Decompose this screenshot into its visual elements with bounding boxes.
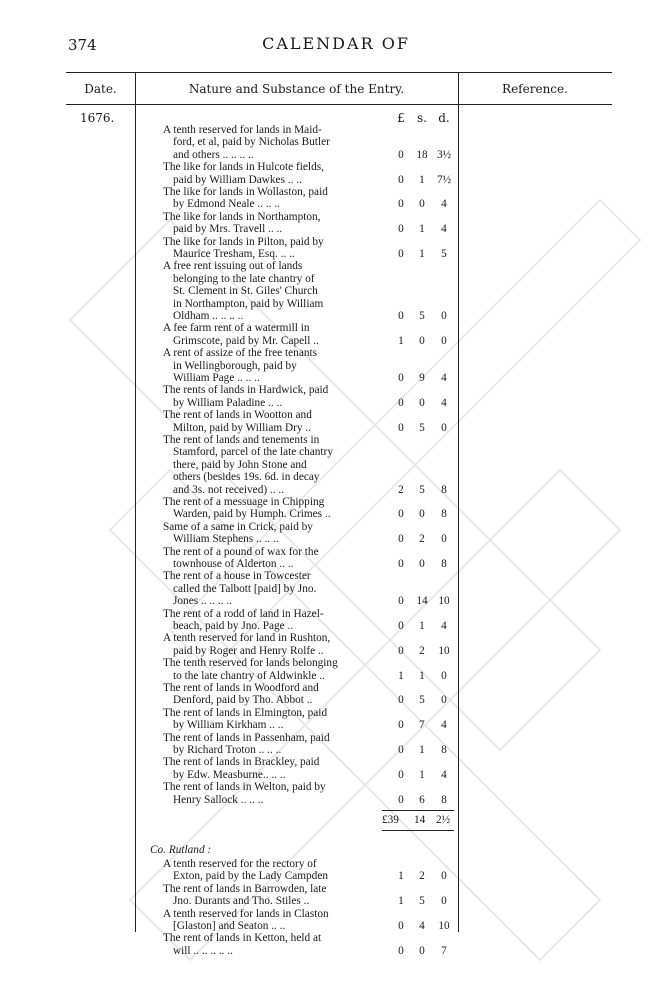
amount-shillings: 5: [419, 895, 425, 908]
rutland-entry: [163, 932, 381, 957]
amount-pence: 7½: [436, 173, 452, 186]
amount-pence: 5: [441, 248, 447, 260]
amount-shillings: 1: [419, 173, 425, 186]
amount-pounds: 0: [398, 744, 404, 756]
amount-pence: 10: [438, 920, 450, 932]
entry-line: paid by William Dawkes .. ..: [173, 173, 302, 186]
amount-pence: 8: [441, 558, 447, 570]
rutland-entry: [163, 883, 381, 908]
amount-shillings: 0: [419, 198, 425, 211]
entry-line: will .. .. .. .. ..: [173, 944, 233, 957]
entry-line: townhouse of Alderton .. ..: [173, 558, 294, 570]
amount-pence: 4: [441, 372, 447, 384]
amount-pence: 4: [441, 719, 447, 732]
northants-entry: [163, 322, 381, 347]
entry-line: The like for lands in Northampton,: [163, 210, 321, 223]
northants-entry: [163, 236, 381, 261]
amount-pence: 7: [441, 944, 447, 957]
amount-pence: 4: [441, 396, 447, 409]
northants-entry: [163, 384, 381, 409]
entry-line: there, paid by John Stone and: [173, 458, 307, 471]
amount-shillings: 9: [419, 372, 425, 384]
northants-entry: [163, 260, 381, 322]
amount-shillings: 6: [419, 793, 425, 806]
northants-entry: [163, 186, 381, 211]
northants-entry: [163, 521, 381, 546]
entry-line: Exton, paid by the Lady Campden: [173, 870, 328, 883]
northants-entry: [163, 756, 381, 781]
entry-line: Same of a same in Crick, paid by: [163, 520, 313, 533]
amount-shillings: 2: [419, 644, 425, 657]
entry-line: A rent of assize of the free tenants: [163, 347, 318, 360]
entry-line: The rent of lands in Welton, paid by: [163, 781, 326, 794]
amount-pounds: 0: [398, 944, 404, 957]
amount-pence: 3½: [436, 148, 452, 161]
date-column-divider: [135, 72, 136, 932]
entry-line: and others .. .. .. ..: [173, 148, 254, 161]
entry-line: by William Kirkham .. ..: [173, 719, 284, 732]
amount-shillings: 5: [419, 694, 425, 707]
amount-shillings: 18: [416, 148, 428, 161]
entry-line: by Edmond Neale .. .. ..: [173, 198, 280, 211]
amount-shillings: 1: [419, 768, 425, 781]
amount-shillings: 0: [419, 508, 425, 521]
amount-pence: 8: [441, 508, 447, 521]
amount-pence: 4: [441, 198, 447, 211]
entry-line: [Glaston] and Seaton .. ..: [173, 920, 286, 932]
entry-line: Stamford, parcel of the late chantry: [173, 446, 333, 459]
total-bottom-rule: [382, 830, 454, 831]
amount-pence: 10: [438, 595, 450, 608]
amount-shillings: 0: [419, 334, 425, 347]
amount-pounds: 0: [398, 198, 404, 211]
entry-line: The rent of lands and tenements in: [163, 434, 320, 446]
total-pence: 2½: [436, 814, 451, 826]
northants-entry: [163, 781, 381, 806]
northants-entry: [163, 211, 381, 236]
northants-entry: [163, 347, 381, 384]
entry-line: The rents of lands in Hardwick, paid: [163, 384, 329, 397]
entry-line: and 3s. not received) .. ..: [173, 483, 285, 496]
amount-pounds: 1: [398, 895, 404, 908]
amount-shillings: 1: [419, 248, 425, 260]
amount-pounds: 0: [398, 421, 404, 434]
amount-pounds: 0: [398, 248, 404, 260]
entry-line: The rent of lands in Ketton, held at: [163, 932, 322, 945]
entry-line: Oldham .. .. .. ..: [173, 310, 244, 323]
northants-entry: [163, 657, 381, 682]
amount-pounds: 1: [398, 870, 404, 883]
amount-pounds: 0: [398, 644, 404, 657]
amount-shillings: 5: [419, 483, 425, 496]
entry-year: 1676.: [80, 111, 115, 125]
entry-line: in Wellingborough, paid by: [173, 359, 297, 372]
northants-entry: [163, 682, 381, 707]
amount-pounds: 2: [398, 483, 404, 496]
pence-head: d.: [438, 111, 450, 125]
amount-shillings: 1: [419, 669, 425, 682]
entry-line: A tenth reserved for the rectory of: [163, 858, 317, 870]
entry-line: ford, et al, paid by Nicholas Butler: [173, 136, 330, 149]
northants-entry: [163, 732, 381, 757]
entry-line: by Edw. Measburne.. .. ..: [173, 768, 286, 781]
amount-pence: 0: [441, 533, 447, 546]
amount-pounds: 0: [398, 310, 404, 322]
amount-pence: 4: [441, 223, 447, 236]
entry-line: A tenth reserved for lands in Claston: [163, 907, 329, 920]
entry-line: A tenth reserved for land in Rushton,: [163, 632, 331, 645]
total-shillings: 14: [414, 814, 426, 826]
entry-line: The rent of lands in Brackley, paid: [163, 756, 320, 769]
entry-line: called the Talbott [paid] by Jno.: [173, 582, 317, 595]
entry-line: William Stephens .. .. ..: [173, 533, 279, 546]
entry-line: The tenth reserved for lands belonging: [163, 657, 338, 670]
page-number: 374: [68, 36, 97, 54]
northants-entry: [163, 409, 381, 434]
amount-pence: 0: [441, 669, 447, 682]
entry-line: by William Paladine .. ..: [173, 396, 283, 409]
amount-pence: 0: [441, 870, 447, 883]
shillings-head: s.: [417, 111, 427, 125]
amount-shillings: 7: [419, 719, 425, 732]
northants-entry: [163, 546, 381, 571]
total-pounds: £39: [382, 814, 399, 826]
entry-line: The like for lands in Pilton, paid by: [163, 235, 324, 248]
entry-line: The rent of lands in Wootton and: [163, 409, 312, 422]
amount-shillings: 14: [416, 595, 428, 608]
table-top-rule: [66, 72, 612, 73]
amount-pounds: 0: [398, 793, 404, 806]
amount-pounds: 0: [398, 920, 404, 932]
amount-pence: 4: [441, 768, 447, 781]
entry-line: The rent of a pound of wax for the: [163, 545, 319, 558]
amount-pounds: 0: [398, 595, 404, 608]
northants-entry: [163, 496, 381, 521]
northants-entry: [163, 434, 381, 496]
entry-line: A free rent issuing out of lands: [163, 260, 303, 273]
entry-line: A fee farm rent of a watermill in: [163, 322, 310, 335]
amount-pounds: 0: [398, 223, 404, 236]
amount-pence: 0: [441, 694, 447, 707]
amount-pounds: 0: [398, 508, 404, 521]
northants-entry: [163, 632, 381, 657]
amount-pounds: 1: [398, 669, 404, 682]
entry-line: Grimscote, paid by Mr. Capell ..: [173, 334, 319, 347]
entry-line: beach, paid by Jno. Page ..: [173, 620, 294, 632]
entry-line: Jno. Durants and Tho. Stiles ..: [173, 895, 310, 908]
entry-line: paid by Mrs. Travell .. ..: [173, 223, 283, 236]
amount-pence: 0: [441, 421, 447, 434]
reference-column-divider: [458, 72, 459, 932]
amount-shillings: 0: [419, 558, 425, 570]
amount-pounds: 0: [398, 768, 404, 781]
entry-line: The rent of lands in Woodford and: [163, 682, 319, 694]
northants-entry: [163, 608, 381, 633]
amount-pence: 8: [441, 744, 447, 756]
amount-pounds: 1: [398, 334, 404, 347]
amount-pounds: 0: [398, 173, 404, 186]
entry-line: The rent of a messuage in Chipping: [163, 496, 325, 508]
entry-line: The like for lands in Wollaston, paid: [163, 186, 328, 198]
entry-line: paid by Roger and Henry Rolfe ..: [173, 644, 324, 657]
column-header-nature: Nature and Substance of the Entry.: [188, 82, 405, 96]
entry-line: in Northampton, paid by William: [173, 297, 324, 310]
rutland-entry: [163, 858, 381, 883]
amount-shillings: 2: [419, 870, 425, 883]
entry-line: The rent of lands in Elmington, paid: [163, 706, 328, 719]
table-header-rule: [66, 104, 612, 105]
northants-entry: [163, 124, 381, 161]
amount-pounds: 0: [398, 533, 404, 546]
amount-pounds: 0: [398, 558, 404, 570]
entry-line: Warden, paid by Humph. Crimes ..: [173, 508, 331, 521]
entry-line: Henry Sallock .. .. ..: [173, 793, 264, 806]
amount-pence: 8: [441, 793, 447, 806]
entry-line: The rent of lands in Passenham, paid: [163, 731, 330, 744]
amount-shillings: 5: [419, 310, 425, 322]
amount-pounds: 0: [398, 148, 404, 161]
amount-shillings: 0: [419, 944, 425, 957]
amount-pence: 4: [441, 620, 447, 632]
county-heading: Co. Rutland :: [150, 844, 212, 856]
entry-line: William Page .. .. ..: [173, 372, 260, 384]
page-title: CALENDAR OF: [262, 34, 410, 53]
amount-pounds: 0: [398, 719, 404, 732]
amount-shillings: 4: [419, 920, 425, 932]
entry-line: St. Clement in St. Giles' Church: [173, 285, 318, 298]
entry-line: by Richard Troton .. .. ..: [173, 744, 282, 756]
entry-line: to the late chantry of Aldwinkle ..: [173, 669, 325, 682]
amount-shillings: 1: [419, 620, 425, 632]
northants-entry: [163, 161, 381, 186]
amount-pence: 0: [441, 334, 447, 347]
amount-pounds: 0: [398, 372, 404, 384]
northants-entry: [163, 570, 381, 607]
entry-line: The rent of a rodd of land in Hazel-: [163, 607, 324, 620]
entry-line: Jones .. .. .. ..: [173, 595, 232, 608]
entry-line: The rent of lands in Barrowden, late: [163, 882, 327, 895]
rutland-entry: [163, 908, 381, 933]
amount-pence: 8: [441, 483, 447, 496]
entry-line: belonging to the late chantry of: [173, 272, 315, 285]
entry-line: The like for lands in Hulcote fields,: [163, 161, 324, 174]
entry-line: Denford, paid by Tho. Abbot ..: [173, 694, 313, 707]
amount-pence: 0: [441, 895, 447, 908]
column-header-reference: Reference.: [502, 82, 568, 96]
amount-pounds: 0: [398, 620, 404, 632]
amount-shillings: 5: [419, 421, 425, 434]
entry-line: Maurice Tresham, Esq. .. ..: [173, 248, 295, 260]
amount-shillings: 2: [419, 533, 425, 546]
entry-line: The rent of a house in Towcester: [163, 570, 311, 583]
entry-line: A tenth reserved for lands in Maid-: [163, 124, 322, 136]
northants-entry: [163, 707, 381, 732]
amount-shillings: 1: [419, 744, 425, 756]
pounds-head: £: [397, 111, 405, 125]
entry-line: others (besides 19s. 6d. in decay: [173, 471, 320, 484]
amount-shillings: 1: [419, 223, 425, 236]
amount-shillings: 0: [419, 396, 425, 409]
column-header-date: Date.: [84, 82, 117, 96]
amount-pounds: 0: [398, 694, 404, 707]
amount-pence: 10: [438, 644, 450, 657]
amount-pounds: 0: [398, 396, 404, 409]
total-rule: [382, 810, 454, 811]
entry-line: Milton, paid by William Dry ..: [173, 421, 312, 434]
amount-pence: 0: [441, 310, 447, 322]
